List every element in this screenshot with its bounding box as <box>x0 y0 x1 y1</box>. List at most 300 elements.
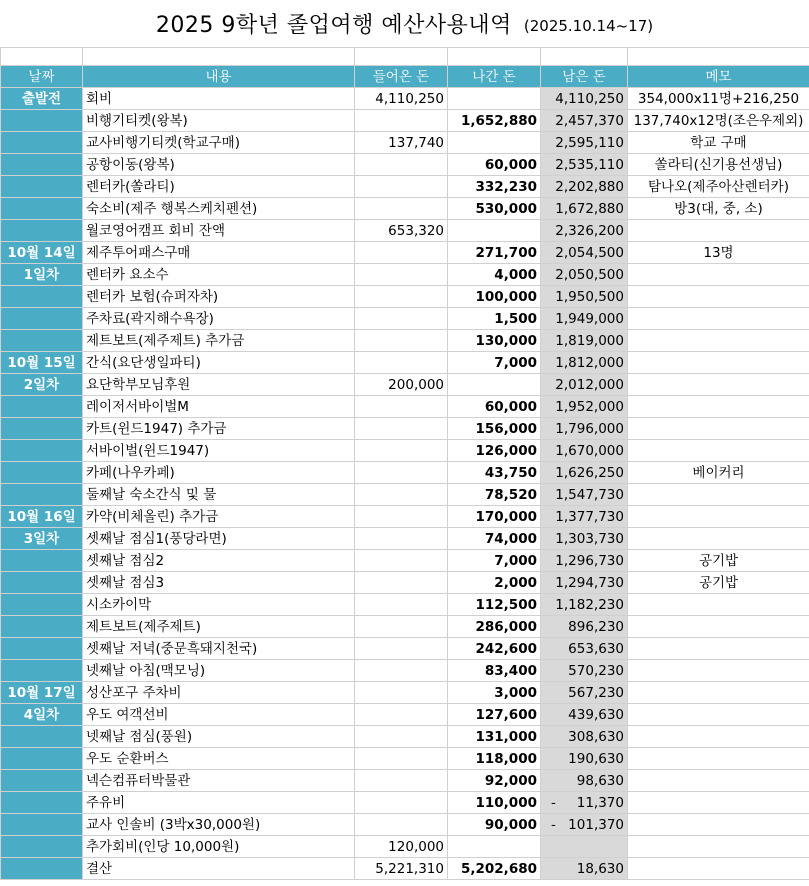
day-cell[interactable] <box>1 308 83 330</box>
expense-cell[interactable]: 1,652,880 <box>448 110 541 132</box>
table-row <box>1 176 809 198</box>
memo-cell[interactable] <box>628 660 809 682</box>
income-cell[interactable] <box>355 616 448 638</box>
table-row <box>1 528 809 550</box>
memo-cell[interactable] <box>628 352 809 374</box>
title-date-range: (2025.10.14~17) <box>523 16 654 35</box>
table-row <box>1 110 809 132</box>
remaining-value: 308,630 <box>568 728 624 745</box>
item-cell[interactable]: 우도 여객선비 <box>83 704 355 726</box>
day-cell[interactable]: 3일차 <box>1 528 83 550</box>
day-cell[interactable] <box>1 330 83 352</box>
remaining-value: 1,819,000 <box>555 332 624 349</box>
memo-cell[interactable] <box>628 704 809 726</box>
memo-cell[interactable] <box>628 638 809 660</box>
memo-cell[interactable]: 137,740x12명(조은우제외) <box>628 110 809 132</box>
day-cell[interactable] <box>1 286 83 308</box>
income-cell[interactable] <box>355 660 448 682</box>
item-cell[interactable]: 셋째날 점심3 <box>83 572 355 594</box>
sheet-title <box>0 0 809 47</box>
table-row <box>1 396 809 418</box>
total-remaining[interactable]: 18,630 <box>541 858 628 880</box>
table-row <box>1 440 809 462</box>
memo-cell[interactable]: 13명 <box>628 242 809 264</box>
income-cell[interactable] <box>355 176 448 198</box>
day-cell[interactable] <box>1 176 83 198</box>
table-row <box>1 704 809 726</box>
memo-cell[interactable] <box>628 814 809 836</box>
remaining-value: 2,535,110 <box>555 156 624 173</box>
table-row <box>1 792 809 814</box>
income-cell[interactable] <box>355 550 448 572</box>
memo-cell[interactable] <box>628 330 809 352</box>
income-cell[interactable] <box>355 704 448 726</box>
item-cell[interactable]: 교사 인솔비 (3박x30,000원) <box>83 814 355 836</box>
expense-cell[interactable]: 74,000 <box>448 528 541 550</box>
table-row <box>1 154 809 176</box>
title-main: 2025 9학년 졸업여행 예산사용내역 <box>155 13 512 38</box>
day-cell[interactable]: 10월 16일 <box>1 506 83 528</box>
expense-cell[interactable]: 332,230 <box>448 176 541 198</box>
memo-cell[interactable] <box>628 770 809 792</box>
day-cell[interactable] <box>1 462 83 484</box>
day-cell[interactable] <box>1 440 83 462</box>
expense-cell[interactable] <box>448 374 541 396</box>
income-cell[interactable] <box>355 484 448 506</box>
remaining-value: 2,054,500 <box>555 244 624 261</box>
remaining-value: 1,949,000 <box>555 310 624 327</box>
expense-cell[interactable]: 2,000 <box>448 572 541 594</box>
table-row <box>1 506 809 528</box>
table-row <box>1 132 809 154</box>
memo-cell[interactable] <box>628 528 809 550</box>
income-cell[interactable] <box>355 726 448 748</box>
item-cell[interactable]: 교사비행기티켓(학교구매) <box>83 132 355 154</box>
expense-cell[interactable]: 118,000 <box>448 748 541 770</box>
day-cell[interactable] <box>1 616 83 638</box>
income-cell[interactable] <box>355 792 448 814</box>
expense-cell[interactable]: 126,000 <box>448 440 541 462</box>
memo-cell[interactable]: 공기밥 <box>628 572 809 594</box>
income-cell[interactable] <box>355 528 448 550</box>
expense-cell[interactable] <box>448 836 541 858</box>
remaining-cell[interactable] <box>541 352 628 374</box>
expense-cell[interactable]: 127,600 <box>448 704 541 726</box>
remaining-cell[interactable] <box>541 374 628 396</box>
table-row <box>1 550 809 572</box>
remaining-value: 1,182,230 <box>555 596 624 613</box>
day-cell[interactable] <box>1 814 83 836</box>
item-cell[interactable]: 넷째날 아침(맥모닝) <box>83 660 355 682</box>
total-income[interactable]: 5,221,310 <box>355 858 448 880</box>
item-cell[interactable]: 월코영어캠프 회비 잔액 <box>83 220 355 242</box>
table-row <box>1 286 809 308</box>
memo-cell[interactable] <box>628 506 809 528</box>
income-cell[interactable]: 120,000 <box>355 836 448 858</box>
income-cell[interactable]: 4,110,250 <box>355 88 448 110</box>
income-cell[interactable] <box>355 110 448 132</box>
remaining-value: 1,670,000 <box>555 442 624 459</box>
income-cell[interactable] <box>355 572 448 594</box>
memo-cell[interactable] <box>628 748 809 770</box>
table-row <box>1 352 809 374</box>
remaining-cell[interactable] <box>541 154 628 176</box>
item-cell[interactable]: 간식(요단생일파티) <box>83 352 355 374</box>
remaining-cell[interactable] <box>541 814 628 836</box>
remaining-cell[interactable] <box>541 682 628 704</box>
expense-cell[interactable]: 530,000 <box>448 198 541 220</box>
memo-cell[interactable] <box>628 484 809 506</box>
remaining-value: 1,812,000 <box>555 354 624 371</box>
day-cell[interactable] <box>1 110 83 132</box>
table-row <box>1 484 809 506</box>
memo-cell[interactable] <box>628 792 809 814</box>
item-cell[interactable]: 셋째날 점심1(풍당라면) <box>83 528 355 550</box>
total-row <box>1 858 809 880</box>
day-cell[interactable] <box>1 572 83 594</box>
memo-cell[interactable]: 쏠라티(신기용선생님) <box>628 154 809 176</box>
day-cell[interactable] <box>1 418 83 440</box>
expense-cell[interactable]: 7,000 <box>448 352 541 374</box>
item-cell[interactable]: 넷째날 점심(풍원) <box>83 726 355 748</box>
remaining-value: 1,377,730 <box>555 508 624 525</box>
day-cell[interactable] <box>1 638 83 660</box>
expense-cell[interactable]: 110,000 <box>448 792 541 814</box>
memo-cell[interactable] <box>628 682 809 704</box>
remaining-cell[interactable] <box>541 88 628 110</box>
income-cell[interactable] <box>355 462 448 484</box>
income-cell[interactable] <box>355 264 448 286</box>
memo-cell[interactable]: 354,000x11명+216,250 <box>628 88 809 110</box>
income-cell[interactable] <box>355 440 448 462</box>
remaining-value: 101,370 <box>568 816 624 833</box>
remaining-value: 2,012,000 <box>555 376 624 393</box>
item-cell[interactable]: 성산포구 주차비 <box>83 682 355 704</box>
day-cell[interactable] <box>1 594 83 616</box>
memo-cell[interactable] <box>628 726 809 748</box>
item-cell[interactable]: 공항이동(왕복) <box>83 154 355 176</box>
header-memo[interactable]: 메모 <box>628 66 809 88</box>
expense-cell[interactable]: 90,000 <box>448 814 541 836</box>
day-cell[interactable] <box>1 198 83 220</box>
item-cell[interactable]: 제트보트(제주제트) <box>83 616 355 638</box>
item-cell[interactable]: 렌터카(쏠라티) <box>83 176 355 198</box>
blank-row <box>1 48 809 66</box>
item-cell[interactable]: 셋째날 저녁(중문흑돼지천국) <box>83 638 355 660</box>
remaining-value: 2,326,200 <box>555 222 624 239</box>
remaining-value: 1,950,500 <box>555 288 624 305</box>
total-expense[interactable]: 5,202,680 <box>448 858 541 880</box>
income-cell[interactable] <box>355 154 448 176</box>
income-cell[interactable] <box>355 748 448 770</box>
memo-cell[interactable] <box>628 836 809 858</box>
day-cell[interactable] <box>1 484 83 506</box>
memo-cell[interactable]: 공기밥 <box>628 550 809 572</box>
remaining-value: 2,202,880 <box>555 178 624 195</box>
negative-sign: - <box>551 816 556 833</box>
remaining-value: 1,672,880 <box>555 200 624 217</box>
item-cell[interactable]: 넥슨컴퓨터박물관 <box>83 770 355 792</box>
income-cell[interactable] <box>355 418 448 440</box>
expense-cell[interactable]: 92,000 <box>448 770 541 792</box>
remaining-cell[interactable] <box>541 836 628 858</box>
memo-cell[interactable]: 탐나오(제주아산렌터카) <box>628 176 809 198</box>
day-cell[interactable] <box>1 836 83 858</box>
remaining-value: 567,230 <box>568 684 624 701</box>
income-cell[interactable] <box>355 770 448 792</box>
income-cell[interactable] <box>355 594 448 616</box>
table-row <box>1 264 809 286</box>
remaining-cell[interactable] <box>541 726 628 748</box>
table-row <box>1 572 809 594</box>
item-cell[interactable]: 주유비 <box>83 792 355 814</box>
header-in[interactable]: 들어온 돈 <box>355 66 448 88</box>
income-cell[interactable] <box>355 682 448 704</box>
remaining-value: 1,303,730 <box>555 530 624 547</box>
header-row <box>1 66 809 88</box>
expense-cell[interactable] <box>448 88 541 110</box>
table-row <box>1 198 809 220</box>
remaining-cell[interactable] <box>541 550 628 572</box>
remaining-cell[interactable] <box>541 770 628 792</box>
expense-cell[interactable]: 43,750 <box>448 462 541 484</box>
memo-cell[interactable] <box>628 594 809 616</box>
table-row <box>1 682 809 704</box>
table-row <box>1 638 809 660</box>
expense-cell[interactable]: 60,000 <box>448 396 541 418</box>
table-row <box>1 616 809 638</box>
expense-cell[interactable]: 1,500 <box>448 308 541 330</box>
expense-cell[interactable]: 242,600 <box>448 638 541 660</box>
remaining-cell[interactable] <box>541 220 628 242</box>
expense-cell[interactable] <box>448 220 541 242</box>
remaining-value: 1,547,730 <box>555 486 624 503</box>
remaining-value: 1,626,250 <box>555 464 624 481</box>
expense-cell[interactable]: 83,400 <box>448 660 541 682</box>
table-row <box>1 726 809 748</box>
remaining-cell[interactable] <box>541 330 628 352</box>
item-cell[interactable]: 둘째날 숙소간식 및 물 <box>83 484 355 506</box>
item-cell[interactable]: 추가회비(인당 10,000원) <box>83 836 355 858</box>
expense-cell[interactable]: 3,000 <box>448 682 541 704</box>
remaining-value: 2,595,110 <box>555 134 624 151</box>
expense-cell[interactable]: 60,000 <box>448 154 541 176</box>
day-cell[interactable]: 2일차 <box>1 374 83 396</box>
day-cell[interactable]: 10월 15일 <box>1 352 83 374</box>
day-cell[interactable] <box>1 132 83 154</box>
remaining-cell[interactable] <box>541 594 628 616</box>
memo-cell[interactable] <box>628 418 809 440</box>
remaining-cell[interactable] <box>541 638 628 660</box>
remaining-value: 98,630 <box>576 772 624 789</box>
income-cell[interactable] <box>355 308 448 330</box>
income-cell[interactable] <box>355 242 448 264</box>
remaining-cell[interactable] <box>541 528 628 550</box>
remaining-cell[interactable] <box>541 704 628 726</box>
item-cell[interactable]: 우도 순환버스 <box>83 748 355 770</box>
remaining-value: 2,457,370 <box>555 112 624 129</box>
remaining-cell[interactable] <box>541 110 628 132</box>
expense-cell[interactable]: 170,000 <box>448 506 541 528</box>
remaining-value: 653,630 <box>568 640 624 657</box>
expense-cell[interactable]: 7,000 <box>448 550 541 572</box>
day-cell[interactable]: 출발전 <box>1 88 83 110</box>
remaining-cell[interactable] <box>541 748 628 770</box>
memo-cell[interactable] <box>628 440 809 462</box>
header-day[interactable]: 날짜 <box>1 66 83 88</box>
table-row <box>1 814 809 836</box>
item-cell[interactable]: 주차료(곽지해수욕장) <box>83 308 355 330</box>
expense-cell[interactable]: 100,000 <box>448 286 541 308</box>
income-cell[interactable] <box>355 330 448 352</box>
budget-table <box>0 47 809 880</box>
table-row <box>1 88 809 110</box>
remaining-cell[interactable] <box>541 462 628 484</box>
table-row <box>1 594 809 616</box>
table-row <box>1 330 809 352</box>
memo-cell[interactable] <box>628 286 809 308</box>
remaining-value: 1,294,730 <box>555 574 624 591</box>
remaining-value: 2,050,500 <box>555 266 624 283</box>
expense-cell[interactable]: 286,000 <box>448 616 541 638</box>
income-cell[interactable] <box>355 506 448 528</box>
total-label[interactable]: 결산 <box>83 858 355 880</box>
income-cell[interactable] <box>355 638 448 660</box>
income-cell[interactable] <box>355 198 448 220</box>
item-cell[interactable]: 서바이벌(윈드1947) <box>83 440 355 462</box>
day-cell[interactable] <box>1 792 83 814</box>
expense-cell[interactable]: 112,500 <box>448 594 541 616</box>
income-cell[interactable] <box>355 352 448 374</box>
negative-sign: - <box>551 794 556 811</box>
day-cell[interactable] <box>1 660 83 682</box>
item-cell[interactable]: 렌터카 보험(슈퍼자차) <box>83 286 355 308</box>
header-item[interactable]: 내용 <box>83 66 355 88</box>
remaining-cell[interactable] <box>541 286 628 308</box>
expense-cell[interactable]: 271,700 <box>448 242 541 264</box>
item-cell[interactable]: 카트(윈드1947) 추가금 <box>83 418 355 440</box>
table-row <box>1 374 809 396</box>
day-cell[interactable] <box>1 748 83 770</box>
table-row <box>1 770 809 792</box>
item-cell[interactable]: 레이저서바이벌M <box>83 396 355 418</box>
income-cell[interactable] <box>355 286 448 308</box>
expense-cell[interactable] <box>448 132 541 154</box>
remaining-value: 1,796,000 <box>555 420 624 437</box>
table-row <box>1 242 809 264</box>
table-row <box>1 660 809 682</box>
remaining-value: 4,110,250 <box>555 90 624 107</box>
item-cell[interactable]: 비행기티켓(왕복) <box>83 110 355 132</box>
day-cell[interactable]: 10월 17일 <box>1 682 83 704</box>
remaining-cell[interactable] <box>541 792 628 814</box>
expense-cell[interactable]: 156,000 <box>448 418 541 440</box>
item-cell[interactable]: 셋째날 점심2 <box>83 550 355 572</box>
memo-cell[interactable] <box>628 374 809 396</box>
memo-cell[interactable]: 방3(대, 중, 소) <box>628 198 809 220</box>
table-row <box>1 308 809 330</box>
memo-cell[interactable] <box>628 396 809 418</box>
memo-cell[interactable] <box>628 220 809 242</box>
day-cell[interactable]: 4일차 <box>1 704 83 726</box>
day-cell[interactable] <box>1 396 83 418</box>
remaining-cell[interactable] <box>541 176 628 198</box>
expense-cell[interactable]: 4,000 <box>448 264 541 286</box>
item-cell[interactable]: 요단학부모님후원 <box>83 374 355 396</box>
memo-cell[interactable]: 학교 구매 <box>628 132 809 154</box>
day-cell[interactable]: 10월 14일 <box>1 242 83 264</box>
table-row <box>1 836 809 858</box>
remaining-cell[interactable] <box>541 660 628 682</box>
item-cell[interactable]: 숙소비(제주 행복스케치펜션) <box>83 198 355 220</box>
remaining-cell[interactable] <box>541 506 628 528</box>
day-cell[interactable] <box>1 220 83 242</box>
remaining-cell[interactable] <box>541 264 628 286</box>
day-cell[interactable] <box>1 154 83 176</box>
memo-cell[interactable] <box>628 616 809 638</box>
remaining-cell[interactable] <box>541 242 628 264</box>
remaining-cell[interactable] <box>541 572 628 594</box>
day-cell[interactable] <box>1 770 83 792</box>
income-cell[interactable]: 653,320 <box>355 220 448 242</box>
total-memo[interactable] <box>628 858 809 880</box>
item-cell[interactable]: 카약(비체올린) 추가금 <box>83 506 355 528</box>
remaining-value: 190,630 <box>568 750 624 767</box>
item-cell[interactable]: 시소카이막 <box>83 594 355 616</box>
item-cell[interactable]: 제주투어패스구매 <box>83 242 355 264</box>
memo-cell[interactable] <box>628 264 809 286</box>
remaining-cell[interactable] <box>541 132 628 154</box>
expense-cell[interactable]: 130,000 <box>448 330 541 352</box>
income-cell[interactable] <box>355 396 448 418</box>
expense-cell[interactable]: 131,000 <box>448 726 541 748</box>
header-remain[interactable]: 남은 돈 <box>541 66 628 88</box>
item-cell[interactable]: 카페(나우카페) <box>83 462 355 484</box>
table-row <box>1 220 809 242</box>
remaining-value: 1,952,000 <box>555 398 624 415</box>
income-cell[interactable]: 200,000 <box>355 374 448 396</box>
remaining-cell[interactable] <box>541 396 628 418</box>
remaining-value: 439,630 <box>568 706 624 723</box>
memo-cell[interactable] <box>628 308 809 330</box>
memo-cell[interactable]: 베이커리 <box>628 462 809 484</box>
day-cell[interactable] <box>1 726 83 748</box>
day-cell[interactable]: 1일차 <box>1 264 83 286</box>
remaining-cell[interactable] <box>541 440 628 462</box>
income-cell[interactable] <box>355 814 448 836</box>
table-row <box>1 418 809 440</box>
remaining-value: 896,230 <box>568 618 624 635</box>
day-cell[interactable] <box>1 858 83 880</box>
remaining-cell[interactable] <box>541 418 628 440</box>
remaining-value: 570,230 <box>568 662 624 679</box>
remaining-value: 11,370 <box>576 794 624 811</box>
expense-cell[interactable]: 78,520 <box>448 484 541 506</box>
income-cell[interactable]: 137,740 <box>355 132 448 154</box>
remaining-value: 1,296,730 <box>555 552 624 569</box>
item-cell[interactable]: 렌터카 요소수 <box>83 264 355 286</box>
remaining-cell[interactable] <box>541 484 628 506</box>
day-cell[interactable] <box>1 550 83 572</box>
table-row <box>1 748 809 770</box>
remaining-cell[interactable] <box>541 198 628 220</box>
remaining-cell[interactable] <box>541 308 628 330</box>
header-out[interactable]: 나간 돈 <box>448 66 541 88</box>
remaining-cell[interactable] <box>541 616 628 638</box>
item-cell[interactable]: 회비 <box>83 88 355 110</box>
table-row <box>1 462 809 484</box>
item-cell[interactable]: 제트보트(제주제트) 추가금 <box>83 330 355 352</box>
